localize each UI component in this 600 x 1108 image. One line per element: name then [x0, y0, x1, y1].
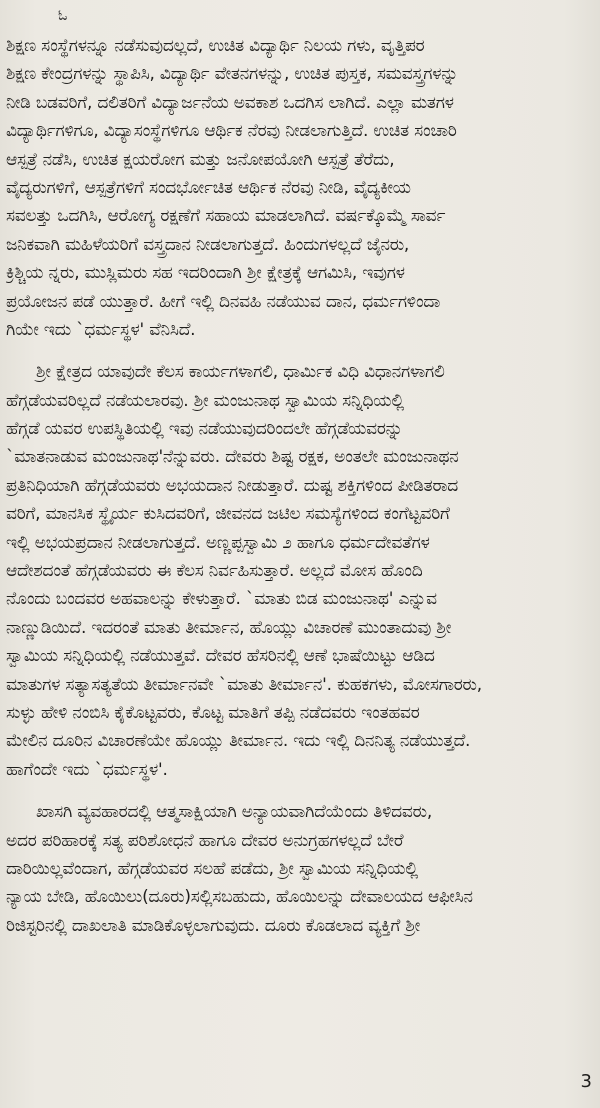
text-line: ಅದರ ಪರಿಹಾರಕ್ಕೆ ಸತ್ಯ ಪರಿಶೋಧನೆ ಹಾಗೂ ದೇವರ ಅನುಗ್ರಹಗಳಲ್ಲದೆ ಬೇರೆ — [6, 830, 404, 851]
text-line: ನೊಂದು ಬಂದವರ ಅಹವಾಲನ್ನು ಕೇಳುತ್ತಾರೆ. `ಮಾತು ಬಿಡ ಮಂಜುನಾಥ' ಎನ್ನುವ — [6, 589, 437, 610]
text-line: ವರಿಗೆ, ಮಾನಸಿಕ ಸ್ಥೈರ್ಯ ಕುಸಿದವರಿಗೆ, ಜೀವನದ ಜಟಿಲ ಸಮಸ್ಯೆಗಳಿಂದ ಕಂಗೆಟ್ಟವರಿಗೆ — [6, 504, 450, 525]
paragraph-3 — [6, 798, 586, 940]
text-line: ವೈದ್ಯರುಗಳಿಗೆ, ಆಸ್ಪತ್ರೆಗಳಿಗೆ ಸಂದರ್ಭೋಚಿತ ಆರ್ಥಿಕ ನೆರವು ನೀಡಿ, ವೈದ್ಯಕೀಯ — [6, 177, 411, 198]
text-line: ದಾರಿಯಿಲ್ಲವೆಂದಾಗ, ಹೆಗ್ಗಡೆಯವರ ಸಲಹೆ ಪಡೆದು, ಶ್ರೀ ಸ್ವಾಮಿಯ ಸನ್ನಿಧಿಯಲ್ಲಿ — [6, 858, 418, 879]
body-text — [6, 32, 586, 940]
text-line: ರಿಜಿಸ್ಟರಿನಲ್ಲಿ ದಾಖಲಾತಿ ಮಾಡಿಕೊಳ್ಳಲಾಗುವುದು. ದೂರು ಕೊಡಲಾದ ವ್ಯಕ್ತಿಗೆ ಶ್ರೀ — [6, 915, 421, 936]
text-line: ಜನಿಕವಾಗಿ ಮಹಿಳೆಯರಿಗೆ ವಸ್ತ್ರದಾನ ನೀಡಲಾಗುತ್ತದೆ. ಹಿಂದುಗಳಲ್ಲದೆ ಜೈನರು, — [6, 234, 410, 255]
text-line: ಆಸ್ಪತ್ರೆ ನಡೆಸಿ, ಉಚಿತ ಕ್ಷಯರೋಗ ಮತ್ತು ಜನೋಪಯೋಗಿ ಆಸ್ಪತ್ರೆ ತೆರೆದು, — [6, 149, 395, 170]
paragraph-gap — [6, 344, 586, 358]
text-line: ನೀಡಿ ಬಡವರಿಗೆ, ದಲಿತರಿಗೆ ವಿದ್ಯಾರ್ಜನೆಯ ಅವಕಾಶ ಒದಗಿಸ ಲಾಗಿದೆ. ಎಲ್ಲಾ ಮತಗಳ — [6, 92, 454, 113]
text-line: ನಾಣ್ಣುಡಿಯಿದೆ. ಇದರಂತೆ ಮಾತು ತೀರ್ಮಾನ, ಹೊಯ್ಲು ವಿಚಾರಣೆ ಮುಂತಾದುವು ಶ್ರೀ — [6, 617, 452, 638]
text-line: ಖಾಸಗಿ ವ್ಯವಹಾರದಲ್ಲಿ ಆತ್ಮಸಾಕ್ಷಿಯಾಗಿ ಅನ್ಯಾಯವಾಗಿದೆಯೆಂದು ತಿಳಿದವರು, — [36, 802, 433, 823]
page-number: 3 — [580, 1071, 592, 1092]
text-line: ಕ್ರಿಶ್ಚಿಯ ನ್ನರು, ಮುಸ್ಲಿಮರು ಸಹ ಇದರಿಂದಾಗಿ ಶ್ರೀ ಕ್ಷೇತ್ರಕ್ಕೆ ಆಗಮಿಸಿ, ಇವುಗಳ — [6, 263, 405, 284]
text-line: ಪ್ರಯೋಜನ ಪಡೆ ಯುತ್ತಾರೆ. ಹೀಗೆ ಇಲ್ಲಿ ದಿನವಹಿ ನಡೆಯುವ ದಾನ, ಧರ್ಮಗಳಿಂದಾ — [6, 291, 441, 312]
paragraph-2 — [6, 358, 586, 784]
text-line: `ಮಾತನಾಡುವ ಮಂಜುನಾಥ'ನೆನ್ನುವರು. ದೇವರು ಶಿಷ್ಟ ರಕ್ಷಕ, ಅಂತಲೇ ಮಂಜುನಾಥನ — [6, 447, 459, 468]
paragraph-gap — [6, 784, 586, 798]
text-line: ಪ್ರತಿನಿಧಿಯಾಗಿ ಹೆಗ್ಗಡೆಯವರು ಅಭಯದಾನ ನೀಡುತ್ತಾರೆ. ದುಷ್ಟ ಶಕ್ತಿಗಳಿಂದ ಪೀಡಿತರಾದ — [6, 475, 459, 496]
text-line: ನ್ಯಾಯ ಬೇಡಿ, ಹೊಯಿಲು(ದೂರು)ಸಲ್ಲಿಸಬಹುದು, ಹೊಯಿಲನ್ನು ದೇವಾಲಯದ ಆಫೀಸಿನ — [6, 887, 473, 908]
text-line: ಗಿಯೇ ಇದು `ಧರ್ಮಸ್ಥಳ' ವೆನಿಸಿದೆ. — [6, 319, 196, 340]
text-line: ಸವಲತ್ತು ಒದಗಿಸಿ, ಆರೋಗ್ಯ ರಕ್ಷಣೆಗೆ ಸಹಾಯ ಮಾಡಲಾಗಿದೆ. ವರ್ಷಕ್ಕೊಮ್ಮೆ ಸಾರ್ವ — [6, 206, 446, 227]
text-line: ಸ್ವಾಮಿಯ ಸನ್ನಿಧಿಯಲ್ಲಿ ನಡೆಯುತ್ತವೆ. ದೇವರ ಹೆಸರಿನಲ್ಲಿ ಆಣೆ ಭಾಷೆಯಿಟ್ಟು ಆಡಿದ — [6, 646, 435, 667]
text-line: ವಿದ್ಯಾರ್ಥಿಗಳಿಗೂ, ವಿದ್ಯಾಸಂಸ್ಥೆಗಳಿಗೂ ಆರ್ಥಿಕ ನೆರವು ನೀಡಲಾಗುತ್ತಿದೆ. ಉಚಿತ ಸಂಚಾರಿ — [6, 121, 457, 142]
text-line: ಶಿಕ್ಷಣ ಸಂಸ್ಥೆಗಳನ್ನೂ ನಡೆಸುವುದಲ್ಲದೆ, ಉಚಿತ ವಿದ್ಯಾರ್ಥಿ ನಿಲಯ ಗಳು, ವೃತ್ತಿಪರ — [6, 36, 425, 56]
text-line: ಶಿಕ್ಷಣ ಕೇಂದ್ರಗಳನ್ನು ಸ್ಥಾಪಿಸಿ, ವಿದ್ಯಾರ್ಥಿ ವೇತನಗಳನ್ನು, ಉಚಿತ ಪುಸ್ತಕ, ಸಮವಸ್ತ್ರಗಳನ್ನು — [6, 64, 459, 85]
text-line: ಹೆಗ್ಗಡೆಯವರಿಲ್ಲದೆ ನಡೆಯಲಾರವು. ಶ್ರೀ ಮಂಜುನಾಥ ಸ್ವಾಮಿಯ ಸನ್ನಿಧಿಯಲ್ಲಿ — [6, 390, 404, 411]
text-line: ಸುಳ್ಳು ಹೇಳಿ ನಂಬಿಸಿ ಕೈಕೊಟ್ಟವರು, ಕೊಟ್ಟ ಮಾತಿಗೆ ತಪ್ಪಿ ನಡೆದವರು ಇಂತಹವರ — [6, 702, 420, 723]
text-line: ಮೇಲಿನ ದೂರಿನ ವಿಚಾರಣೆಯೇ ಹೊಯ್ಲು ತೀರ್ಮಾನ. ಇದು ಇಲ್ಲಿ ದಿನನಿತ್ಯ ನಡೆಯುತ್ತದೆ. — [6, 731, 471, 752]
top-mark: ಓ — [58, 8, 68, 24]
text-line: ಇಲ್ಲಿ ಅಭಯಪ್ರದಾನ ನೀಡಲಾಗುತ್ತದೆ. ಅಣ್ಣಪ್ಪಸ್ವಾಮಿ ೨ ಹಾಗೂ ಧರ್ಮದೇವತೆಗಳ — [6, 532, 430, 553]
text-line: ಹೆಗ್ಗಡೆ ಯವರ ಉಪಸ್ಥಿತಿಯಲ್ಲಿ ಇವು ನಡೆಯುವುದರಿಂದಲೇ ಹೆಗ್ಗಡೆಯವರನ್ನು — [6, 419, 403, 440]
text-line: ಹಾಗೆಂದೇ ಇದು `ಧರ್ಮಸ್ಥಳ'. — [6, 759, 168, 780]
text-line: ಆದೇಶದಂತೆ ಹೆಗ್ಗಡೆಯವರು ಈ ಕೆಲಸ ನಿರ್ವಹಿಸುತ್ತಾರೆ. ಅಲ್ಲದೆ ಮೋಸ ಹೊಂದಿ — [6, 561, 423, 582]
text-line: ಶ್ರೀ ಕ್ಷೇತ್ರದ ಯಾವುದೇ ಕೆಲಸ ಕಾರ್ಯಗಳಾಗಲಿ, ಧಾರ್ಮಿಕ ವಿಧಿ ವಿಧಾನಗಳಾಗಲಿ — [36, 362, 445, 383]
text-line: ಮಾತುಗಳ ಸತ್ಯಾಸತ್ಯತೆಯ ತೀರ್ಮಾನವೇ `ಮಾತು ತೀರ್ಮಾನ'. ಕುಹಕಗಳು, ಮೋಸಗಾರರು, — [6, 674, 482, 695]
paragraph-1 — [6, 32, 586, 344]
